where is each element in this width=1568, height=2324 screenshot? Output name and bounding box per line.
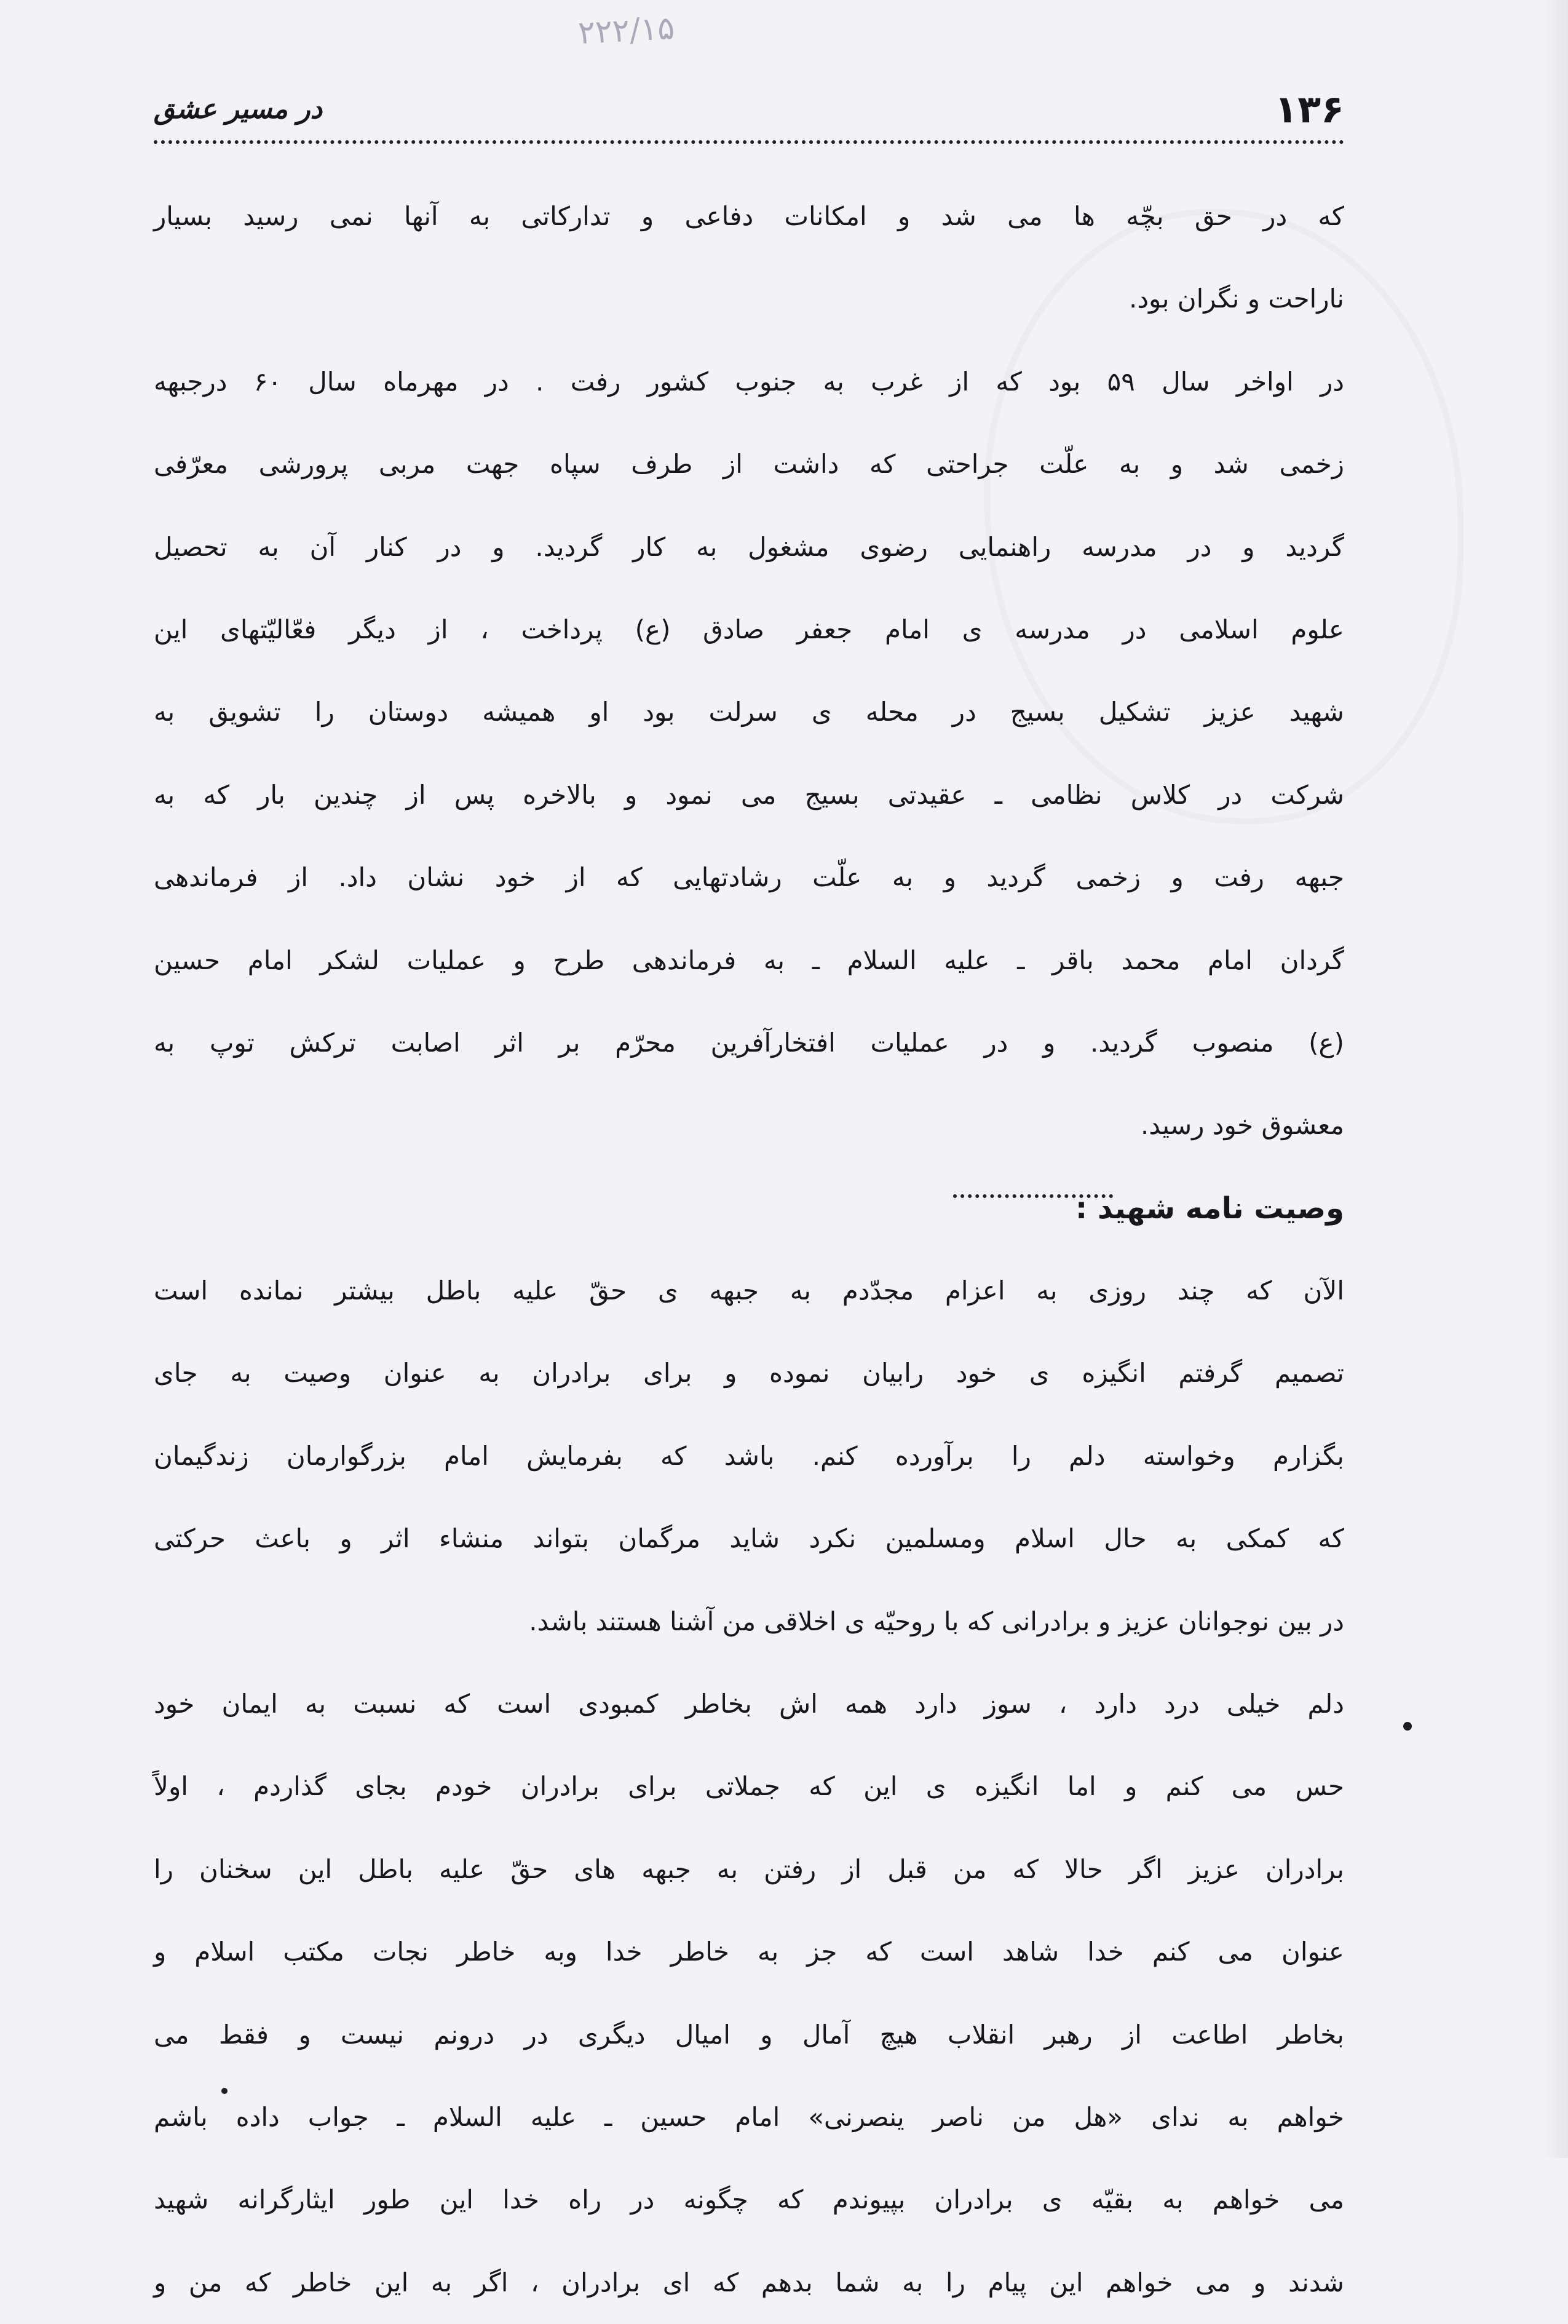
text-line: که کمکی به حال اسلام ومسلمین نکرد شاید مرگمان بتواند منشاء اثر و باعث حرکتی (154, 1523, 1344, 1554)
page-header (154, 79, 1344, 144)
text-line: معشوق خود رسید. (1140, 1110, 1344, 1141)
text-line: گردان امام محمد باقر ـ علیه السلام ـ به فرماندهی طرح و عملیات لشکر امام حسین (154, 945, 1344, 975)
text-line: خواهم به ندای «هل من ناصر ینصرنی» امام حسین ـ علیه السلام ـ جواب داده باشم (154, 2101, 1344, 2132)
scan-speck (1403, 1722, 1412, 1731)
section-heading-line (154, 1167, 1344, 1250)
text-line: حس می کنم و اما انگیزه ی این که جملاتی برای برادران خودم بجای گذاردم ، اولاً (154, 1771, 1344, 1802)
text-line: در بین نوجوانان عزیز و برادرانی که با روحیّه ی اخلاقی من آشنا هستند باشد. (529, 1606, 1344, 1636)
text-line: الآن که چند روزی به اعزام مجدّدم به جبهه ی حقّ علیه باطل بیشتر نمانده است (154, 1275, 1344, 1306)
text-line: ناراحت و نگران بود. (1129, 284, 1344, 314)
handwritten-note: ۲۲۲/۱۵ (577, 9, 676, 52)
text-line: بخاطر اطاعت از رهبر انقلاب هیچ آمال و امیال دیگری در درونم نیست و فقط می (154, 2019, 1344, 2050)
scan-speck (221, 2088, 228, 2094)
dotted-separator (953, 1194, 1113, 1198)
text-line: گردید و در مدرسه راهنمایی رضوی مشغول به کار گردید. و در کنار آن به تحصیل (154, 531, 1344, 562)
text-line: شهید عزیز تشکیل بسیج در محله ی سرلت بود او همیشه دوستان را تشویق به (154, 697, 1344, 728)
text-line: زخمی شد و به علّت جراحتی که داشت از طرف سپاه جهت مربی پرورشی معرّفی (154, 449, 1344, 480)
text-line: بگزارم وخواسته دلم را برآورده کنم. باشد که بفرمایش امام بزرگوارمان زندگیمان (154, 1440, 1344, 1471)
text-line: علوم اسلامی در مدرسه ی امام جعفر صادق (ع) پرداخت ، از دیگر فعّالیّتهای این (154, 614, 1344, 644)
page-edge-shadow (1543, 0, 1568, 2158)
page-number: ۱۳۶ (1274, 87, 1344, 132)
text-line: در اواخر سال ۵۹ بود که از غرب به جنوب کشور رفت . در مهرماه سال ۶۰ درجبهه (154, 366, 1344, 397)
text-line: شدند و می خواهم این پیام را به شما بدهم که ای برادران ، اگر به این خاطر که من و (154, 2267, 1344, 2298)
running-title: در مسیر عشق (154, 93, 323, 125)
text-line: عنوان می کنم خدا شاهد است که جز به خاطر خدا وبه خاطر نجات مکتب اسلام و (154, 1937, 1344, 1967)
text-line: تصمیم گرفتم انگیزه ی خود رابیان نموده و برای برادران به عنوان وصیت به جای (154, 1358, 1344, 1389)
text-line: (ع) منصوب گردید. و در عملیات افتخارآفرین محرّم بر اثر اصابت ترکش توپ به (154, 1027, 1344, 1058)
section-heading: وصیت نامه شهید : (1075, 1191, 1344, 1226)
text-line: می خواهم به بقیّه ی برادران بپیوندم که چگونه در راه خدا این طور ایثارگرانه شهید (154, 2184, 1344, 2215)
text-line: برادران عزیز اگر حالا که من قبل از رفتن به جبهه های حقّ علیه باطل این سخنان را (154, 1854, 1344, 1884)
text-line: جبهه رفت و زخمی گردید و به علّت رشادتهایی که از خود نشان داد. از فرماندهی (154, 862, 1344, 893)
body-text (154, 175, 1344, 2324)
text-line: دلم خیلی درد دارد ، سوز دارد همه اش بخاطر کمبودی است که نسبت به ایمان خود (154, 1689, 1344, 1719)
text-line: که در حق بچّه ها می شد و امکانات دفاعی و تدارکاتی به آنها نمی رسید بسیار (154, 201, 1344, 231)
text-line: شرکت در کلاس نظامی ـ عقیدتی بسیج می نمود و بالاخره پس از چندین بار که به (154, 779, 1344, 810)
